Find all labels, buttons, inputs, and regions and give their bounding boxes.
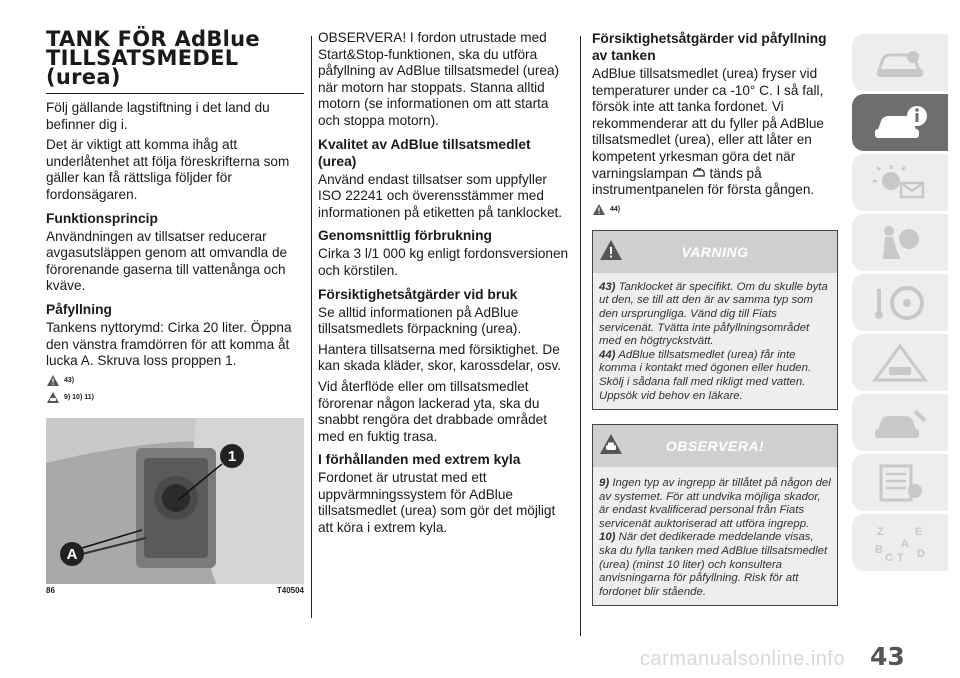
list-icon (871, 463, 929, 503)
svg-text:C: C (885, 551, 893, 563)
svg-text:D: D (917, 547, 925, 560)
use-paragraph-3: Vid återflöde eller om tillsatsmedlet förorenar någon lackerad yta, ska du snabbt rengöra det drabbade området med en fuktig trasa. (318, 378, 547, 444)
steering-wheel-icon (871, 283, 929, 323)
heading-filling: Påfyllning (46, 301, 112, 317)
warning-item-44: 44) AdBlue tillsatsmedlet (urea) får inte komma i kontakt med ögonen eller huden. Skölj i sådana fall med rikligt med vatten. Uppsök vid behov en läkare. (599, 348, 812, 402)
use-paragraph-1: Se alltid informationen på AdBlue tillsatsmedlets förpackning (urea). (318, 304, 522, 337)
consumption-paragraph: Cirka 3 l/1 000 kg enligt fordonsversionen och körstilen. (318, 246, 569, 278)
start-stop-note: OBSERVERA! I fordon utrustade med Start&Stop-funktionen, ska du utföra påfyllning av AdBlue tillsatsmedel (urea) när motorn har stoppats. Stanna alltid motorn (se informationen om att starta och stoppa motorn). (318, 30, 560, 128)
chapter-tabs (852, 34, 948, 574)
tab-service[interactable] (852, 394, 948, 451)
warning-box-header (593, 231, 837, 273)
tab-specs[interactable] (852, 454, 948, 511)
svg-text:T: T (897, 551, 904, 563)
column-divider (311, 36, 312, 618)
filling-paragraph: Tankens nyttorymd: Cirka 20 liter. Öppna den vänstra framdörren för att komma åt lucka A. Skruva loss proppen 1. (46, 319, 292, 369)
warning-item-43: 43) Tanklocket är specifikt. Om du skulle byta ut den, se till att den är av samma typ som den ursprungliga. Vänd dig till Fiats servicenät. Tvätta inte påfyllningsområdet med en högtryckstvätt. (599, 280, 828, 348)
notice-box-body (593, 467, 837, 605)
notice-box-title: OBSERVERA! (665, 438, 765, 455)
adblue-warning-lamp-icon (692, 167, 706, 178)
heading-quality: Kvalitet av AdBlue tillsatsmedlet (urea) (318, 136, 531, 169)
notice-car-icon (46, 391, 60, 404)
tab-emergency[interactable] (852, 334, 948, 391)
svg-text:E: E (915, 525, 923, 538)
warning-box-body (593, 273, 837, 409)
watermark: carmanualsonline.info (640, 648, 846, 670)
notice-car-icon (599, 433, 623, 455)
tab-dashboard[interactable] (852, 34, 948, 91)
page-number: 43 (870, 642, 905, 671)
intro-paragraph: Följ gällande lagstiftning i det land du befinner dig i. (46, 100, 270, 132)
column-left (46, 27, 304, 595)
car-warning-icon (871, 343, 929, 383)
warning-triangle-icon (46, 374, 60, 387)
tab-airbag[interactable] (852, 214, 948, 271)
warning-triangle-icon (592, 203, 606, 216)
column-right (592, 30, 838, 606)
heading-use: Försiktighetsåtgärder vid bruk (318, 286, 518, 302)
use-paragraph-2: Hantera tillsatserna med försiktighet. De kan skada kläder, skor, karossdelar, osv. (318, 341, 562, 374)
tank-paragraph: AdBlue tillsatsmedlet (urea) fryser vid temperaturer under ca -10° C. I så fall, försök inte att tanka fordonet. Vi rekommenderar att du fyller på AdBlue tillsatsmedlet (urea), eller att låter en kompetent yrkesman göra det när varningslampan tänds på instrumentpanelen för första gången. (592, 66, 824, 198)
tab-car-info[interactable] (852, 94, 948, 151)
tab-steering[interactable] (852, 274, 948, 331)
adblue-filler-photo (46, 418, 304, 584)
quality-paragraph: Använd endast tillsatser som uppfyller ISO 22241 och överensstämmer med informationen på etiketten på tanklocket. (318, 171, 563, 220)
column-divider (580, 36, 581, 636)
warning-reference[interactable]: 44) (592, 203, 838, 216)
notice-reference[interactable]: 9) 10) 11) (46, 391, 304, 404)
notice-box-header (593, 425, 837, 467)
filler-illustration (46, 418, 304, 584)
airbag-icon (871, 223, 929, 263)
figure-page-label: 86 (46, 585, 55, 595)
column-middle (318, 30, 572, 541)
warning-triangle-icon (599, 239, 623, 261)
notice-box (592, 424, 838, 606)
heading-tank-precautions: Försiktighetsåtgärder vid påfyllning av tanken (592, 31, 827, 63)
figure-code: T40504 (276, 585, 304, 595)
callout-label-1: 1 (227, 447, 237, 465)
heading-principle: Funktionsprincip (46, 210, 158, 226)
legal-paragraph: Det är viktigt att komma ihåg att underlåtenhet att följa föreskrifterna som gäller kan få rättsliga följder för fordonsägaren. (46, 137, 290, 202)
warning-reference[interactable]: 43) (46, 374, 304, 387)
notice-item-10: 10) När det dedikerade meddelande visas, ska du fylla tanken med AdBlue tillsatsmedlet (urea) (minst 10 liter) och konsultera anvisningarna för påfyllning. Risk för att fordonet blir stående. (599, 531, 828, 598)
car-info-icon (871, 103, 929, 143)
extreme-cold-paragraph: Fordonet är utrustat med ett uppvärmningssystem för AdBlue tillsatsmedlet (urea) som gör det möjligt att köra i extrem kyla. (318, 470, 556, 536)
tab-lights[interactable] (852, 154, 948, 211)
heading-consumption: Genomsnittlig förbrukning (318, 228, 492, 244)
warning-box (592, 230, 838, 410)
svg-text:A: A (901, 537, 909, 550)
tab-index[interactable] (852, 514, 948, 571)
principle-paragraph: Användningen av tillsatser reducerar avgasutsläppen genom att omvandla de förorenande gaserna till vattenånga och kväve. (46, 228, 288, 294)
svg-text:B: B (875, 543, 883, 556)
svg-text:Z: Z (877, 525, 884, 538)
heading-extreme-cold: I förhållanden med extrem kyla (318, 452, 521, 468)
alphabet-index-icon (871, 523, 929, 563)
car-dashboard-icon (871, 43, 929, 83)
notice-item-9: 9) Ingen typ av ingrepp är tillåtet på någon del av systemet. För att undvika möjliga skador, är endast kvalificerad personal från Fiats servicenät auktoriserad att utföra ingrepp. (599, 477, 831, 530)
lights-icon (871, 163, 929, 203)
photo-caption (46, 586, 304, 595)
callout-label-a: A (66, 545, 78, 563)
car-service-icon (871, 403, 929, 443)
section-title: TANK FÖR AdBlue TILLSATSMEDEL (urea) (46, 30, 304, 94)
warning-box-title: VARNING (681, 243, 749, 260)
